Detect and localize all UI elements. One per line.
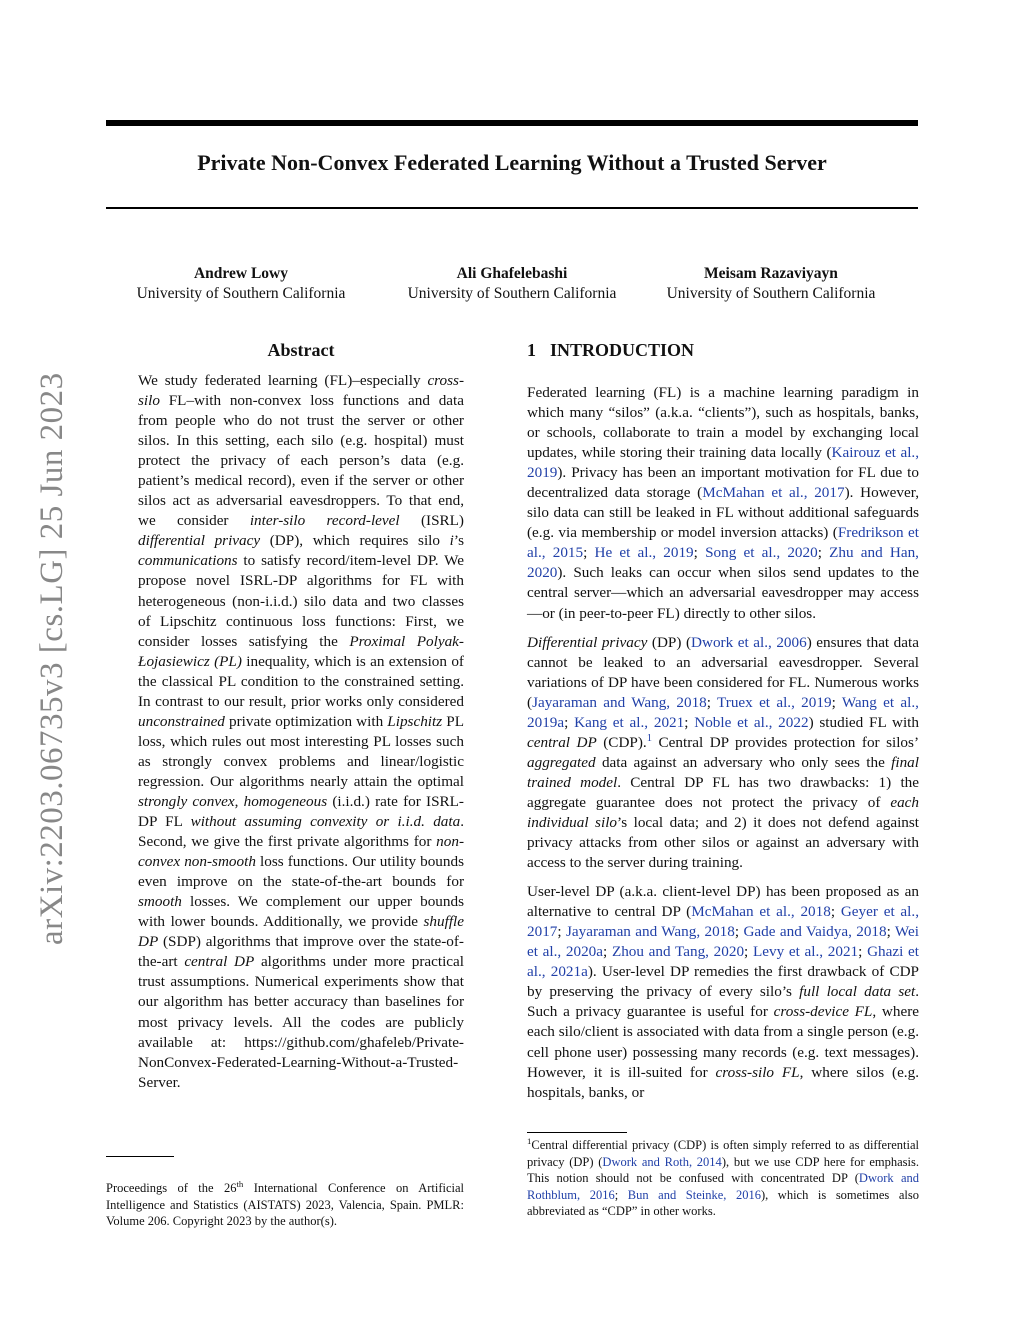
citation-link[interactable]: Noble et al., 2022 bbox=[694, 713, 809, 731]
footnote-text: Central differential privacy (CDP) is often simply referred to as differential privacy (DP) ( bbox=[527, 1138, 919, 1169]
title-rule bbox=[106, 207, 918, 209]
abstract-heading: Abstract bbox=[267, 340, 335, 360]
citation-link[interactable]: Dwork and Roth, 2014 bbox=[602, 1154, 722, 1169]
citation-link[interactable]: Dwork and Rothblum, 2016 bbox=[527, 1171, 919, 1202]
citation-link[interactable]: Fredrikson et al., 2015 bbox=[527, 524, 919, 562]
citation-link[interactable]: Truex et al., 2019 bbox=[717, 693, 832, 711]
citation-link[interactable]: Song et al., 2020 bbox=[705, 544, 818, 562]
citation-link[interactable]: Zhu and Han, 2020 bbox=[527, 544, 919, 582]
intro-paragraph-1: Federated learning (FL) is a machine learning paradigm in which many “silos” (a.k.a. “clients”), such as hospitals, banks, or schools, collaborate to train a model by exchanging local updates, while storing their training data locally (Kairouz et al., 2019). Privacy has been an important motivation for FL due to decentralized data storage (McMahan et al., 2017). However, silo data can still be leaked in FL without additional safeguards (e.g. via membership or model inversion attacks) (Fredrikson et al., 2015; He et al., 2019; Song et al., 2020; Zhu and Han, 2020). Such leaks can occur when silos send updates to the central server—which an adversarial eavesdropper may access—or (in peer-to-peer FL) directly to other silos. bbox=[527, 384, 920, 622]
citation-link[interactable]: Kang et al., 2021 bbox=[574, 713, 685, 731]
footnote-marker[interactable]: 1 bbox=[646, 732, 653, 744]
citation-link[interactable]: Ghazi et al., 2021a bbox=[527, 943, 919, 981]
footnote-rule bbox=[527, 1132, 627, 1133]
citation-link[interactable]: He et al., 2019 bbox=[594, 544, 694, 562]
footnote-1 bbox=[527, 1137, 919, 1220]
citation-link[interactable]: Levy et al., 2021 bbox=[752, 943, 859, 961]
section-title: INTRODUCTION bbox=[550, 340, 695, 360]
citation-link[interactable]: Dwork et al., 2006 bbox=[691, 633, 807, 651]
proceedings-text: International Conference on Artificial Intelligence and Statistics (AISTATS) 2023, Valencia, Spain. PMLR: Volume 206. Copyright 2023 by the author(s). bbox=[106, 1181, 465, 1228]
footnote-text: ), which is sometimes also abbreviated as “CDP” in other works. bbox=[527, 1187, 919, 1218]
citation-link[interactable]: Gade and Vaidya, 2018 bbox=[743, 923, 887, 941]
intro-column bbox=[527, 338, 919, 1112]
author-name: Meisam Razaviyayn bbox=[704, 265, 838, 282]
citation-link[interactable]: Kairouz et al., 2019 bbox=[527, 444, 920, 482]
intro-paragraph-2: Differential privacy (DP) (Dwork et al., 2006) ensures that data cannot be leaked to an adversarial eavesdropper. Several variations of DP have been considered for FL. Numerous works (Jayaraman and Wang, 2018; Truex et al., 2019; Wang et al., 2019a; Kang et al., 2021; Noble et al., 2022) studied FL with central DP (CDP).$^1$ Central DP provides protection for silos’ aggregated data against an adversary who only sees the final trained model. Central DP FL has two drawbacks: 1) the aggregate guarantee does not protect the privacy of each individual silo’s local data; and 2) it does not defend against privacy attacks from other silos or against an adversary with access to the server during training. bbox=[527, 633, 920, 872]
author-affiliation: University of Southern California bbox=[407, 285, 617, 302]
footnote-text: ; bbox=[614, 1187, 628, 1202]
proceedings-superscript: th bbox=[236, 1178, 244, 1189]
citation-link[interactable]: Zhou and Tang, 2020 bbox=[611, 943, 745, 961]
author-block bbox=[106, 264, 918, 308]
footnote-text: ), but we use CDP here for emphasis. This notion should not be confused with concentrated DP ( bbox=[527, 1154, 919, 1185]
citation-link[interactable]: Bun and Steinke, 2016 bbox=[627, 1187, 761, 1202]
intro-paragraph-3: User-level DP (a.k.a. client-level DP) has been proposed as an alternative to central DP (McMahan et al., 2018; Geyer et al., 2017; Jayaraman and Wang, 2018; Gade and Vaidya, 2018; Wei et al., 2020a; Zhou and Tang, 2020; Levy et al., 2021; Ghazi et al., 2021a). User-level DP remedies the first drawback of CDP by preserving the privacy of every silo’s full local data set. Such a privacy guarantee is useful for cross-device FL, where each silo/client is associated with data from a single person (e.g. cell phone user) possessing many records (e.g. text messages). However, it is ill-suited for cross-silo FL, where silos (e.g. hospitals, banks, or bbox=[527, 883, 920, 1101]
citation-link[interactable]: Wang et al., 2019a bbox=[527, 693, 919, 731]
paper-title: Private Non-Convex Federated Learning Without a Trusted Server bbox=[197, 150, 827, 175]
proceedings-note bbox=[106, 1180, 464, 1230]
citation-link[interactable]: Geyer et al., 2017 bbox=[527, 903, 919, 941]
author-3 bbox=[636, 264, 906, 304]
author-1 bbox=[106, 264, 376, 304]
abstract-column bbox=[138, 338, 464, 1102]
author-2 bbox=[377, 264, 647, 304]
footnote-rule bbox=[106, 1156, 174, 1157]
author-name: Andrew Lowy bbox=[193, 265, 288, 282]
section-number: 1 bbox=[527, 340, 536, 360]
author-affiliation: University of Southern California bbox=[666, 285, 876, 302]
arxiv-stamp: arXiv:2203.06735v3 [cs.LG] 25 Jun 2023 bbox=[34, 372, 70, 945]
top-rule bbox=[106, 120, 918, 126]
abstract-text: We study federated learning (FL)–especially cross-silo FL–with non-convex loss functions and data from people who do not trust the server or other silos. In this setting, each silo (e.g. hospital) must protect the privacy of each person’s data (e.g. patient’s medical record), even if the server or other silos act as adversarial eavesdroppers. To that end, we consider inter-silo record-level (ISRL) differential privacy (DP), which requires silo i’s communications to satisfy record/item-level DP. We propose novel ISRL-DP algorithms for FL with heterogeneous (non-i.i.d.) silo data and two classes of Lipschitz continuous loss functions: First, we consider losses satisfying the Proximal Polyak-Łojasiewicz (PL) inequality, which is an extension of the classical PL condition to the constrained setting. In contrast to our result, prior works only considered unconstrained private optimization with Lipschitz PL loss, which rules out most interesting PL losses such as strongly convex problems and linear/logistic regression. Our algorithms nearly attain the optimal strongly convex, homogeneous (i.i.d.) rate for ISRL-DP FL without assuming convexity or i.i.d. data. Second, we give the first private algorithms for non-convex non-smooth loss functions. Our utility bounds even improve on the state-of-the-art bounds for smooth losses. We complement our upper bounds with lower bounds. Additionally, we provide shuffle DP (SDP) algorithms that improve over the state-of-the-art central DP algorithms under more practical trust assumptions. Numerical experiments show that our algorithm has better accuracy than baselines for most privacy levels. All the codes are publicly available at: https://github.com/ghafeleb/Private-NonConvex-Federated-Learning-Without-a-Trusted-Server. bbox=[138, 372, 464, 1091]
author-name: Ali Ghafelebashi bbox=[456, 265, 568, 282]
citation-link[interactable]: Jayaraman and Wang, 2018 bbox=[532, 693, 707, 711]
citation-link[interactable]: McMahan et al., 2018 bbox=[691, 903, 831, 921]
section-heading bbox=[527, 338, 919, 362]
footnote-number: 1 bbox=[527, 1135, 532, 1146]
citation-link[interactable]: McMahan et al., 2017 bbox=[702, 484, 845, 502]
proceedings-text: Proceedings of the 26 bbox=[106, 1181, 237, 1195]
citation-link[interactable]: Wei et al., 2020a bbox=[527, 923, 919, 961]
citation-link[interactable]: Jayaraman and Wang, 2018 bbox=[565, 923, 735, 941]
author-affiliation: University of Southern California bbox=[136, 285, 346, 302]
